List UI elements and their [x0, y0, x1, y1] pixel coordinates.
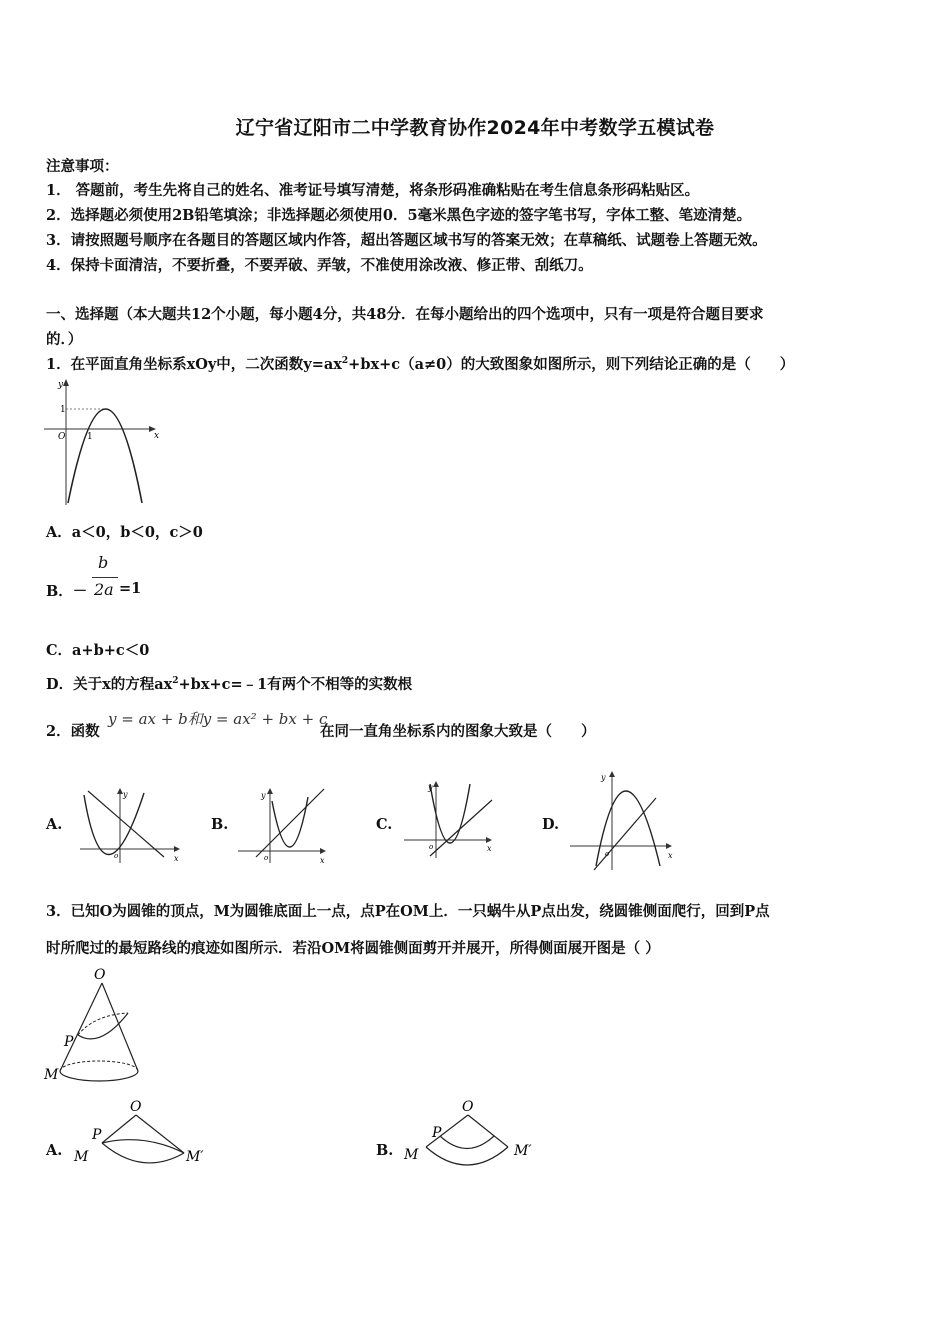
x-label: x	[487, 844, 492, 853]
origin-label: O	[58, 432, 66, 442]
point-p-label: P	[432, 1125, 442, 1141]
cone-base-front	[60, 1071, 138, 1081]
parabola-curve	[68, 409, 142, 503]
x-label: x	[320, 856, 325, 865]
origin-label: o	[429, 843, 434, 851]
question-2-stem: 在同一直角坐标系内的图象大致是（ ）	[320, 723, 596, 740]
q1-option-c: C．a+b+c＜0	[46, 642, 150, 659]
point-m-label: M	[44, 1067, 59, 1083]
notice-item-2: 2．选择题必须使用2B铅笔填涂；非选择题必须使用0．5毫米黑色字迹的签字笔书写，字体工整、笔迹清楚。	[46, 207, 752, 224]
question-3-stem-cont: 时所爬过的最短路线的痕迹如图所示．若沿OM将圆锥侧面剪开并展开，所得侧面展开图是（ ）	[46, 940, 660, 957]
q3-option-b-label: B.	[376, 1142, 394, 1159]
cone-right-edge	[102, 983, 138, 1071]
q2-option-a-label: A.	[46, 816, 63, 833]
q2-option-d-label: D.	[542, 816, 560, 833]
fraction-bar	[92, 577, 118, 578]
parabola-curve	[84, 793, 144, 855]
notice-item-1: 1． 答题前，考生先将自己的姓名、准考证号填写清楚，将条形码准确粘贴在考生信息条形码粘贴区。	[46, 182, 700, 199]
q2-option-c-label: C.	[376, 816, 393, 833]
q2-graph-b	[234, 785, 332, 865]
sector-right-radius	[136, 1115, 184, 1153]
x-label: x	[154, 431, 160, 441]
q1-parabola-graph	[40, 375, 165, 507]
sector-left-radius	[102, 1115, 136, 1143]
y-axis-arrow	[267, 788, 273, 794]
point-m-prime-label: M′	[186, 1149, 204, 1165]
cone-base-back	[60, 1061, 138, 1071]
sector-arc	[102, 1143, 184, 1163]
y-label: y	[428, 783, 433, 792]
q1-option-b-denominator: 2a	[94, 580, 114, 599]
q1-option-b-numerator: b	[98, 553, 109, 572]
section-heading-cont: 的．）	[46, 331, 83, 348]
notice-item-4: 4．保持卡面清洁，不要折叠，不要弄破、弄皱，不准使用涂改液、修正带、刮纸刀。	[46, 257, 593, 274]
question-1-stem: 1．在平面直角坐标系xOy中，二次函数$y=ax^2+bx+c(a\ne 0)$的大致图象如图所示，则下列结论正确的是（ ）	[46, 356, 795, 373]
q2-graph-c	[400, 778, 498, 860]
y-label: y	[601, 773, 606, 782]
point-m-label: M	[74, 1149, 89, 1165]
y-one-label: 1	[60, 405, 66, 415]
section-heading: 一、选择题（本大题共12个小题，每小题4分，共48分．在每小题给出的四个选项中，只有一项是符合题目要求	[46, 306, 764, 323]
y-label: y	[123, 790, 128, 799]
q3-development-b	[400, 1095, 540, 1175]
q2-option-b-label: B.	[211, 816, 229, 833]
origin-label: o	[605, 850, 610, 858]
x-axis-arrow	[320, 848, 326, 854]
x-label: x	[174, 854, 179, 863]
y-axis-arrow	[609, 771, 615, 777]
q2-graph-a	[76, 785, 184, 865]
apex-label: O	[130, 1099, 142, 1115]
point-p-label: P	[64, 1034, 74, 1050]
x-label: x	[668, 851, 673, 860]
q3-development-a	[68, 1095, 214, 1175]
cone-left-edge	[60, 983, 102, 1071]
x-axis-arrow	[174, 846, 180, 852]
y-label: y	[58, 380, 64, 390]
q1-option-a: A．a＜0，b＜0，c＞0	[46, 524, 203, 541]
question-2-label: 2．函数	[46, 723, 100, 740]
point-m-label: M	[404, 1147, 419, 1163]
q2-graph-d	[566, 766, 678, 872]
snail-path	[102, 1140, 184, 1153]
apex-label: O	[94, 967, 106, 983]
q3-option-a-label: A.	[46, 1142, 63, 1159]
origin-label: o	[114, 852, 119, 860]
notice-heading: 注意事项：	[46, 158, 119, 175]
parabola-curve	[272, 797, 308, 847]
y-axis-arrow	[63, 379, 69, 386]
point-p-label: P	[92, 1127, 102, 1143]
y-label: y	[261, 791, 266, 800]
x-one-label: 1	[87, 432, 93, 442]
q1-option-b-tail: =1	[119, 580, 142, 597]
cone-figure	[40, 963, 152, 1087]
y-axis-arrow	[433, 781, 439, 787]
question-2-formula: y = ax + b和y = ax² + bx + c	[108, 710, 328, 728]
q1-option-d: D．关于x的方程$ax^2+bx+c=﹣1$有两个不相等的实数根	[46, 676, 413, 693]
sector-arc	[426, 1147, 508, 1165]
x-axis-arrow	[486, 837, 492, 843]
point-m-prime-label: M′	[514, 1143, 532, 1159]
page-title: 辽宁省辽阳市二中学教育协作2024年中考数学五模试卷	[235, 117, 715, 139]
sector-right-radius	[468, 1115, 508, 1147]
x-axis-arrow	[666, 843, 672, 849]
question-3-stem: 3．已知O为圆锥的顶点，M为圆锥底面上一点，点P在OM上．一只蜗牛从P点出发，绕圆锥侧面爬行，回到P点	[46, 903, 770, 920]
origin-label: o	[264, 854, 269, 862]
apex-label: O	[462, 1099, 474, 1115]
q1-option-b-label: B．－	[46, 583, 88, 600]
snail-path	[440, 1136, 494, 1149]
notice-item-3: 3．请按照题号顺序在各题目的答题区域内作答，超出答题区域书写的答案无效；在草稿纸、试题卷上答题无效。	[46, 232, 767, 249]
